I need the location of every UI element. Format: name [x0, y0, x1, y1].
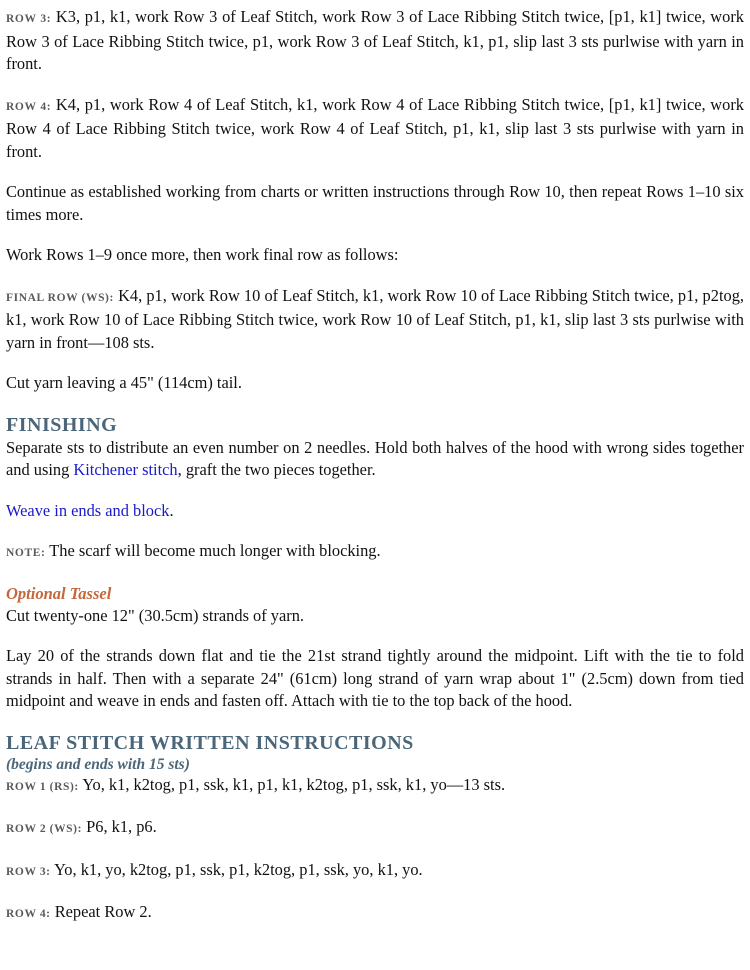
tassel-cut-paragraph: Cut twenty-one 12" (30.5cm) strands of yarn.	[6, 605, 305, 625]
row-text: P6, k1, p6.	[86, 817, 157, 836]
row-text: K3, p1, k1, work Row 3 of Leaf Stitch, work Row 3 of Lace Ribbing Stitch twice, [p1, k1] twice, work Row 3 of Lace Ribbing Stitch twice, p1, work Row 3 of Leaf Stitch, k1, p1, slip last 3 sts purlwise with yarn in front.	[6, 7, 744, 73]
weave-period: .	[169, 500, 174, 520]
finishing-heading: FINISHING	[6, 413, 118, 436]
row-text: Repeat Row 2.	[54, 902, 152, 921]
leaf-stitch-subheading: (begins and ends with 15 sts)	[6, 755, 190, 773]
row-4-instruction	[6, 94, 744, 164]
row-label: ROW 4:	[6, 908, 51, 920]
row-label: ROW 3:	[6, 865, 51, 878]
final-row-instruction	[6, 285, 744, 355]
leaf-row-1	[6, 774, 744, 799]
leaf-row-4	[6, 901, 744, 926]
note-text: The scarf will become much longer with blocking.	[49, 541, 381, 560]
finishing-paragraph	[6, 437, 744, 482]
row-text: Yo, k1, yo, k2tog, p1, ssk, p1, k2tog, p1, ssk, yo, k1, yo.	[54, 859, 423, 879]
leaf-stitch-heading: LEAF STITCH WRITTEN INSTRUCTIONS	[6, 731, 414, 754]
row-text: K4, p1, work Row 4 of Leaf Stitch, k1, work Row 4 of Lace Ribbing Stitch twice, [p1, k1] twice, work Row 4 of Lace Ribbing Stitch twice, work Row 4 of Leaf Stitch, p1, k1, slip last 3 sts purlwise with yarn in front.	[6, 94, 744, 161]
finishing-text-after: , graft the two pieces together.	[177, 460, 376, 479]
note-label: NOTE:	[6, 547, 46, 559]
tassel-instructions-paragraph: Lay 20 of the strands down flat and tie the 21st strand tightly around the midpoint. Lift with the tie to fold strands in half. Then with a separate 24" (61cm) long strand of yarn wrap about 1" (2.5cm) down from tied midpoint and weave in ends and fasten off. Attach with tie to the top back of the hood.	[6, 646, 744, 710]
row-label: ROW 4:	[6, 100, 52, 113]
leaf-row-3	[6, 859, 744, 884]
row-text: Yo, k1, k2tog, p1, ssk, k1, p1, k1, k2tog, p1, ssk, k1, yo—13 sts.	[82, 774, 506, 794]
kitchener-stitch-link[interactable]: Kitchener stitch	[73, 460, 178, 479]
work-rows-paragraph: Work Rows 1–9 once more, then work final row as follows:	[6, 245, 399, 264]
final-row-text: K4, p1, work Row 10 of Leaf Stitch, k1, work Row 10 of Lace Ribbing Stitch twice, p1, p2tog, k1, work Row 10 of Lace Ribbing Stitch twice, work Row 10 of Leaf Stitch, p1, k1, slip last 3 sts purlwise with yarn in front—108 sts.	[6, 285, 744, 352]
row-label: ROW 1 (RS):	[6, 780, 79, 793]
row-label: ROW 2 (WS):	[6, 823, 83, 835]
weave-in-ends-link[interactable]: Weave in ends and block	[6, 500, 170, 520]
leaf-row-2	[6, 816, 744, 841]
finishing-text-before: Separate sts to distribute an even number on 2 needles. Hold both halves of the hood with wrong sides together and using	[6, 437, 744, 479]
row-3-instruction	[6, 6, 744, 76]
note-paragraph	[6, 540, 744, 565]
row-label: ROW 3:	[6, 13, 52, 25]
final-row-label: FINAL ROW (WS):	[6, 291, 114, 304]
weave-paragraph	[6, 500, 744, 523]
cut-yarn-paragraph: Cut yarn leaving a 45" (114cm) tail.	[6, 373, 242, 392]
optional-tassel-heading: Optional Tassel	[6, 583, 112, 603]
continue-paragraph: Continue as established working from charts or written instructions through Row 10, then repeat Rows 1–10 six times more.	[6, 182, 744, 224]
